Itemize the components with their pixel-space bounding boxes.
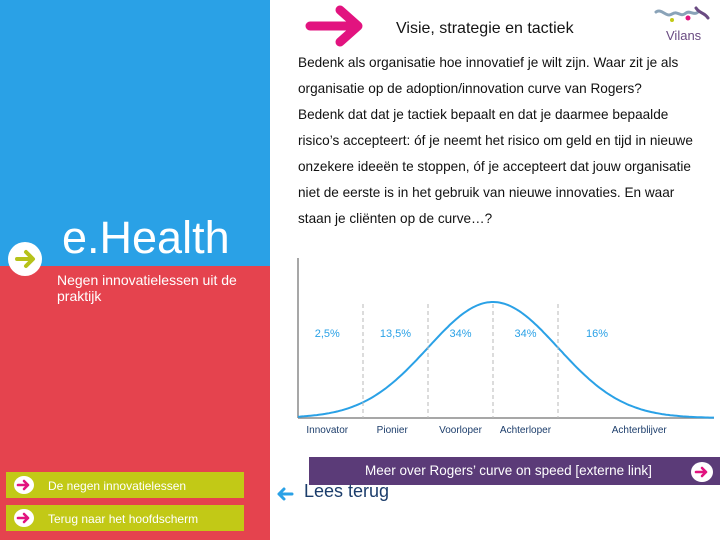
home-button-label: Terug naar het hoofdscherm (48, 512, 199, 526)
home-button[interactable] (6, 505, 244, 531)
body-text (298, 50, 708, 232)
page-title: Visie, strategie en tactiek (396, 20, 574, 37)
vilans-logo (650, 4, 714, 44)
lessons-button-label: De negen innovatielessen (48, 479, 187, 493)
adoption-curve-chart (294, 254, 718, 440)
arrow-right-icon (13, 508, 35, 528)
arrow-right-icon (13, 475, 35, 495)
back-link-label: Lees terug (304, 481, 390, 501)
rogers-link-label: Meer over Rogers’ curve on speed [externe link] (365, 463, 652, 478)
left-red-panel (0, 266, 270, 540)
segment-label: Innovator (306, 425, 349, 436)
segment-label: Voorloper (439, 425, 482, 436)
percentage-label: 2,5% (314, 328, 340, 340)
percentage-label: 34% (449, 328, 472, 340)
lessons-button[interactable] (6, 472, 244, 498)
percentage-label: 34% (514, 328, 537, 340)
brand-arrow-icon (8, 242, 42, 276)
segment-label: Achterloper (499, 425, 552, 436)
paragraph: Bedenk dat dat je tactiek bepaalt en dat je daarmee bepaalde risico’s accepteert: óf je neemt het risico om geld en tijd in nieuwe onzekere ideeën te stoppen, óf je accepteert dat jouw organisatie niet de eerste is in het gebruik van nieuwe innovaties. En waar staan je cliënten op de curve…? (298, 107, 693, 226)
arrow-left-icon (274, 483, 296, 505)
brand-subtitle: Negen innovatielessen uit de praktijk (57, 272, 237, 304)
svg-text:Vilans: Vilans (666, 28, 702, 43)
arrow-right-icon (690, 461, 714, 483)
segment-label: Pionier (376, 425, 408, 436)
brand-title: e.Health (62, 212, 230, 263)
segment-label: Achterblijver (611, 425, 667, 436)
percentage-label: 16% (585, 328, 609, 340)
paragraph: Bedenk als organisatie hoe innovatief je wilt zijn. Waar zit je als organisatie op de adoption/innovation curve van Rogers? (298, 55, 679, 96)
header-arrow-icon (302, 0, 372, 52)
adoption-curve-line (298, 302, 714, 418)
back-link[interactable] (274, 478, 414, 514)
percentage-label: 13,5% (379, 328, 412, 340)
